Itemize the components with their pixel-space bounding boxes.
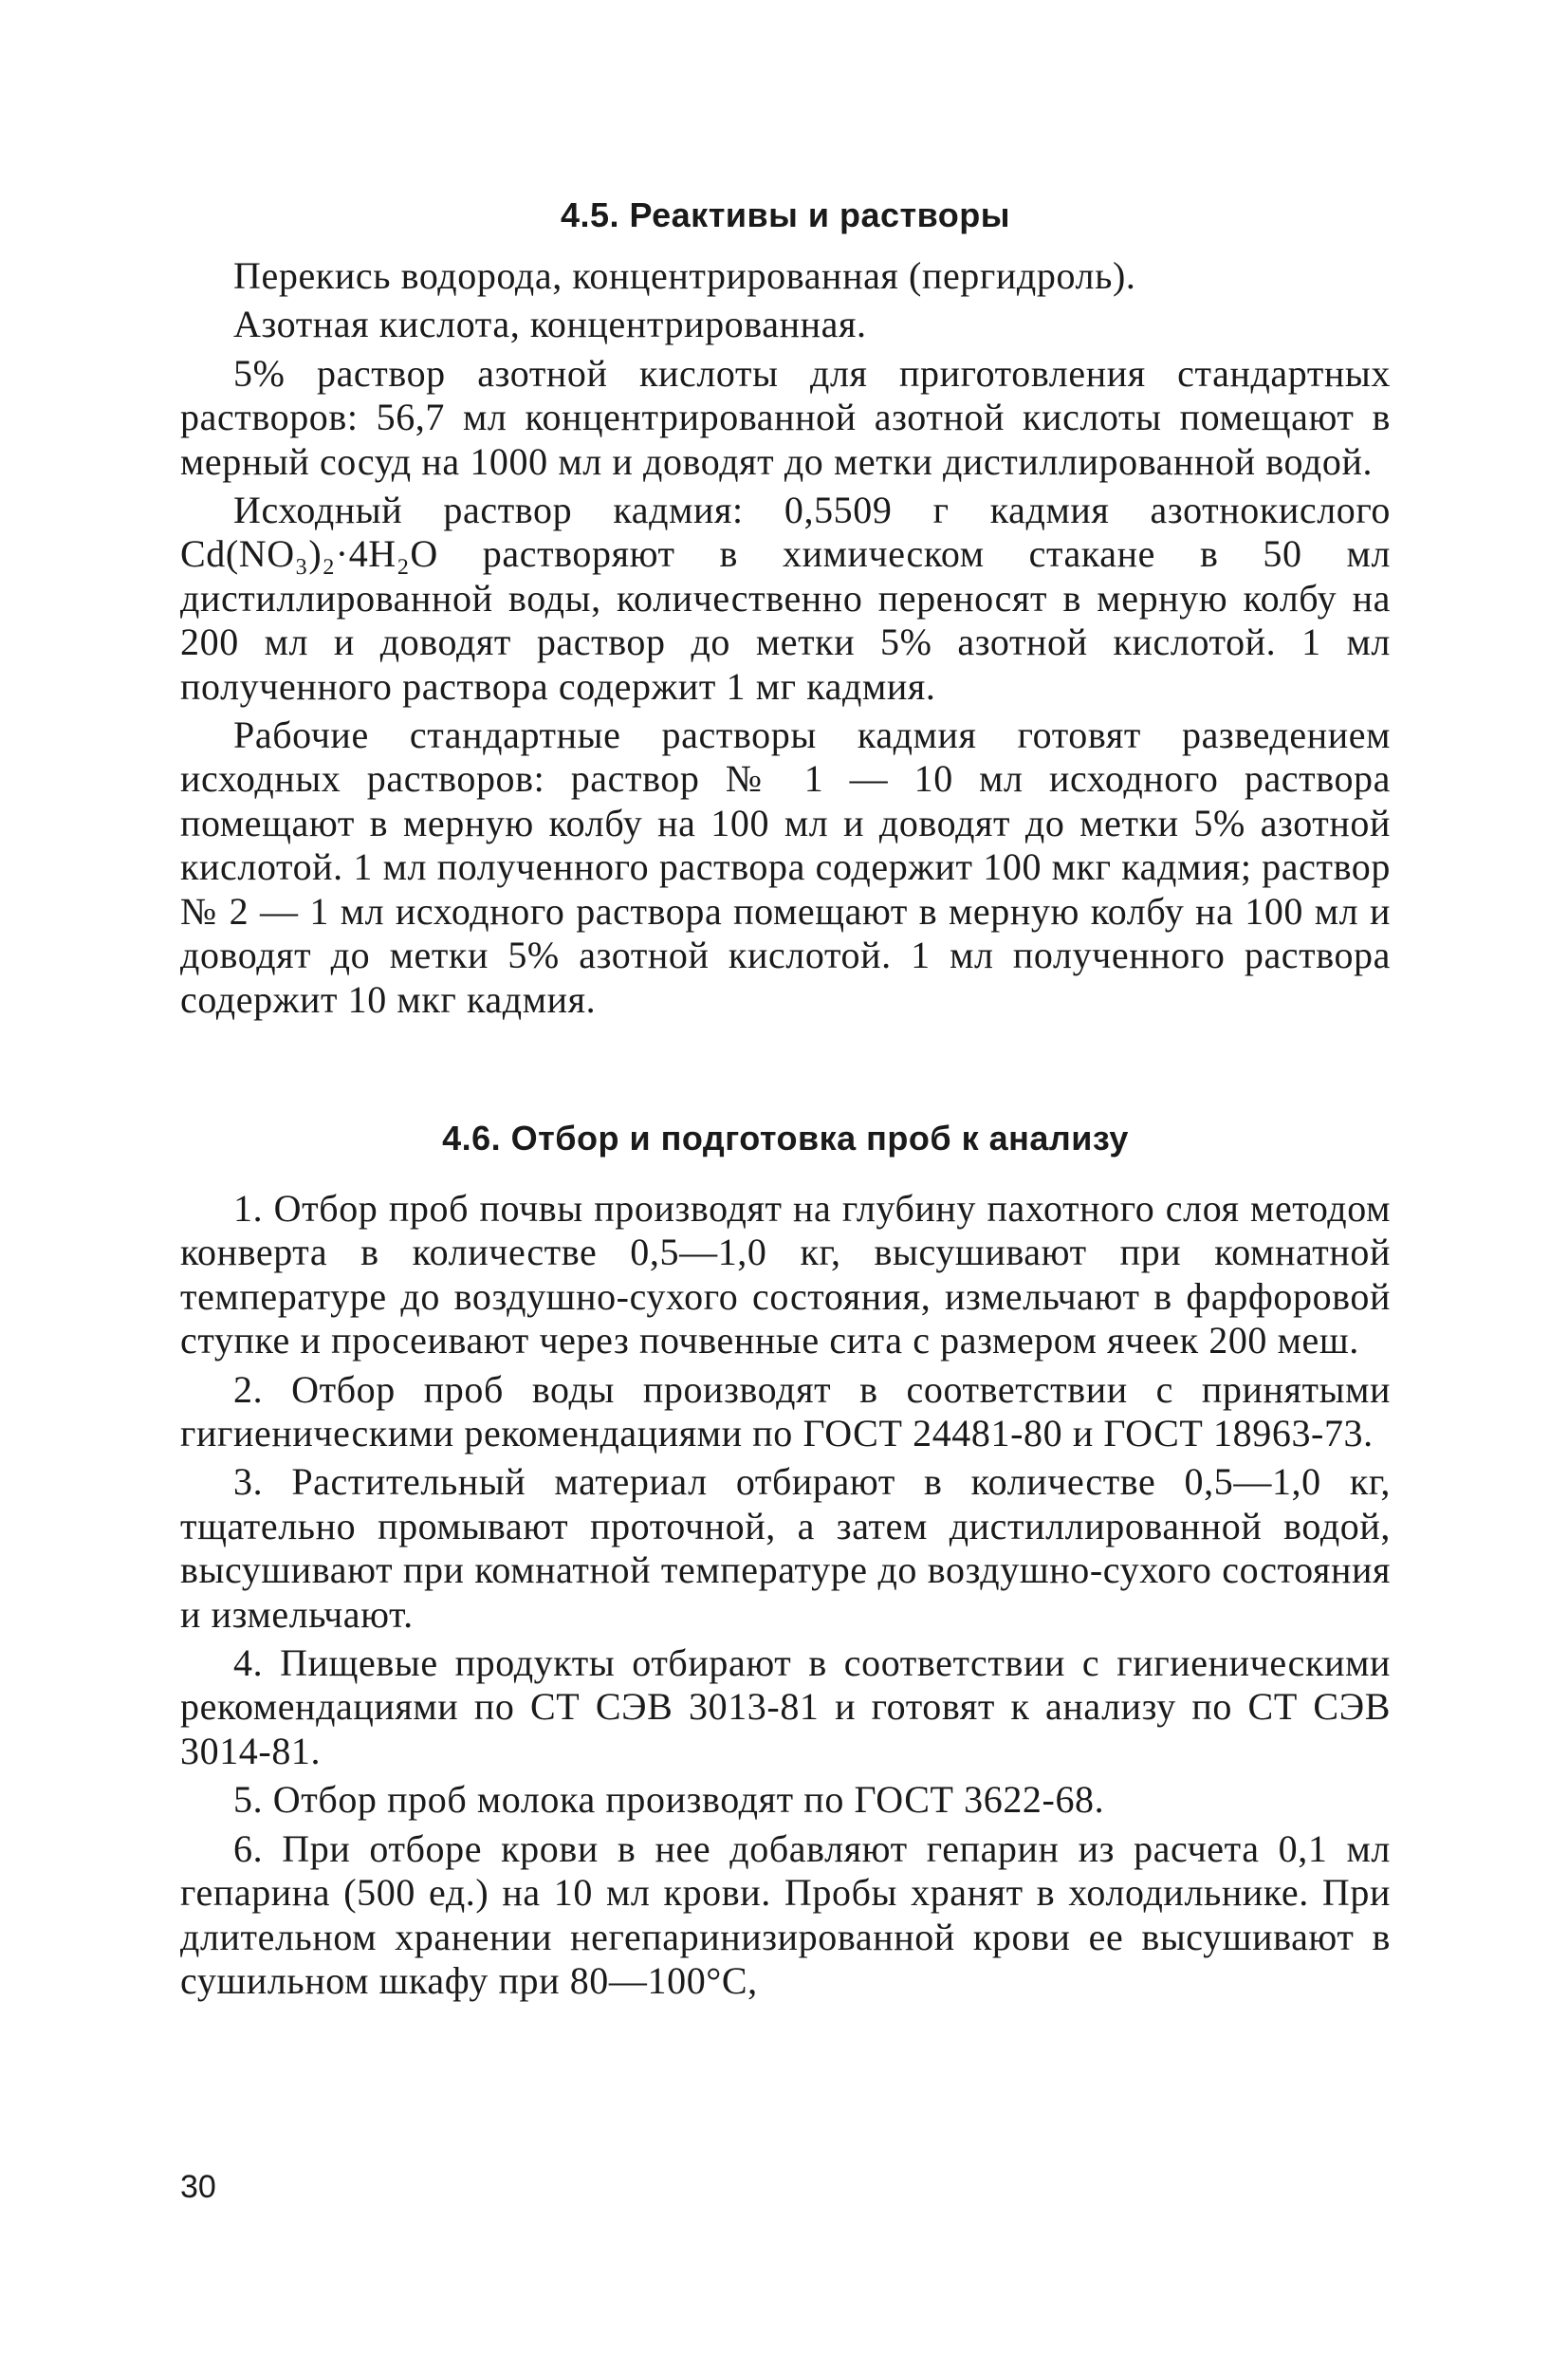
paragraph: 3. Растительный материал отбирают в количестве 0,5—1,0 кг, тщательно промывают проточной, а затем дистиллированной водой, высушивают при комнатной температуре до воздушно-сухого состояния и измельчают. — [180, 1460, 1391, 1636]
paragraph: Перекись водорода, концентрированная (пергидроль). — [233, 254, 1136, 297]
section-body-reagents — [180, 254, 1391, 1027]
section-heading-sampling: 4.6. Отбор и подготовка проб к анализу — [442, 1119, 1129, 1158]
paragraph: 5. Отбор проб молока производят по ГОСТ 3622-68. — [233, 1778, 1105, 1822]
paragraph: 2. Отбор проб воды производят в соответствии с принятыми гигиеническими рекомендациями по ГОСТ 24481-80 и ГОСТ 18963-73. — [180, 1367, 1391, 1455]
paragraph: Исходный раствор кадмия: 0,5509 г кадмия азотнокислого Cd(NO₃)₂·4H₂O растворяют в химическом стакане в 50 мл дистиллированной воды, количественно переносят в мерную колбу на 200 мл и доводят раствор до метки 5% азотной кислотой. 1 мл полученного раствора содержит 1 мг кадмия. — [180, 489, 1391, 708]
section-heading-reagents: 4.5. Реактивы и растворы — [560, 195, 1011, 234]
paragraph: 5% раствор азотной кислоты для приготовления стандартных растворов: 56,7 мл концентрированной азотной кислоты помещают в мерный сосуд на 1000 мл и доводят до метки дистиллированной водой. — [180, 351, 1391, 483]
paragraph: Азотная кислота, концентрированная. — [233, 303, 867, 346]
paragraph: 1. Отбор проб почвы производят на глубину пахотного слоя методом конверта в количестве 0,5—1,0 кг, высушивают при комнатной температуре до воздушно-сухого состояния, измельчают в фарфоровой ступке и просеивают через почвенные сита с размером ячеек 200 меш. — [180, 1187, 1391, 1362]
paragraph: 4. Пищевые продукты отбирают в соответствии с гигиеническими рекомендациями по СТ СЭВ 3013-81 и готовят к анализу по СТ СЭВ 3014-81. — [180, 1641, 1391, 1772]
page-number: 30 — [180, 2169, 216, 2205]
section-body-sampling — [180, 1187, 1391, 2008]
paragraph: Рабочие стандартные растворы кадмия готовят разведением исходных растворов: раствор № 1 — 10 мл исходного раствора помещают в мерную колбу на 100 мл и доводят до метки 5% азотной кислотой. 1 мл полученного раствора содержит 100 мкг кадмия; раствор № 2 — 1 мл исходного раствора помещают в мерную колбу на 100 мл и доводят до метки 5% азотной кислотой. 1 мл полученного раствора содержит 10 мкг кадмия. — [180, 713, 1391, 1021]
paragraph: 6. При отборе крови в нее добавляют гепарин из расчета 0,1 мл гепарина (500 ед.) на 10 мл крови. Пробы хранят в холодильнике. При длительном хранении негепаринизированной крови ее высушивают в сушильном шкафу при 80—100°С, — [180, 1826, 1391, 2002]
